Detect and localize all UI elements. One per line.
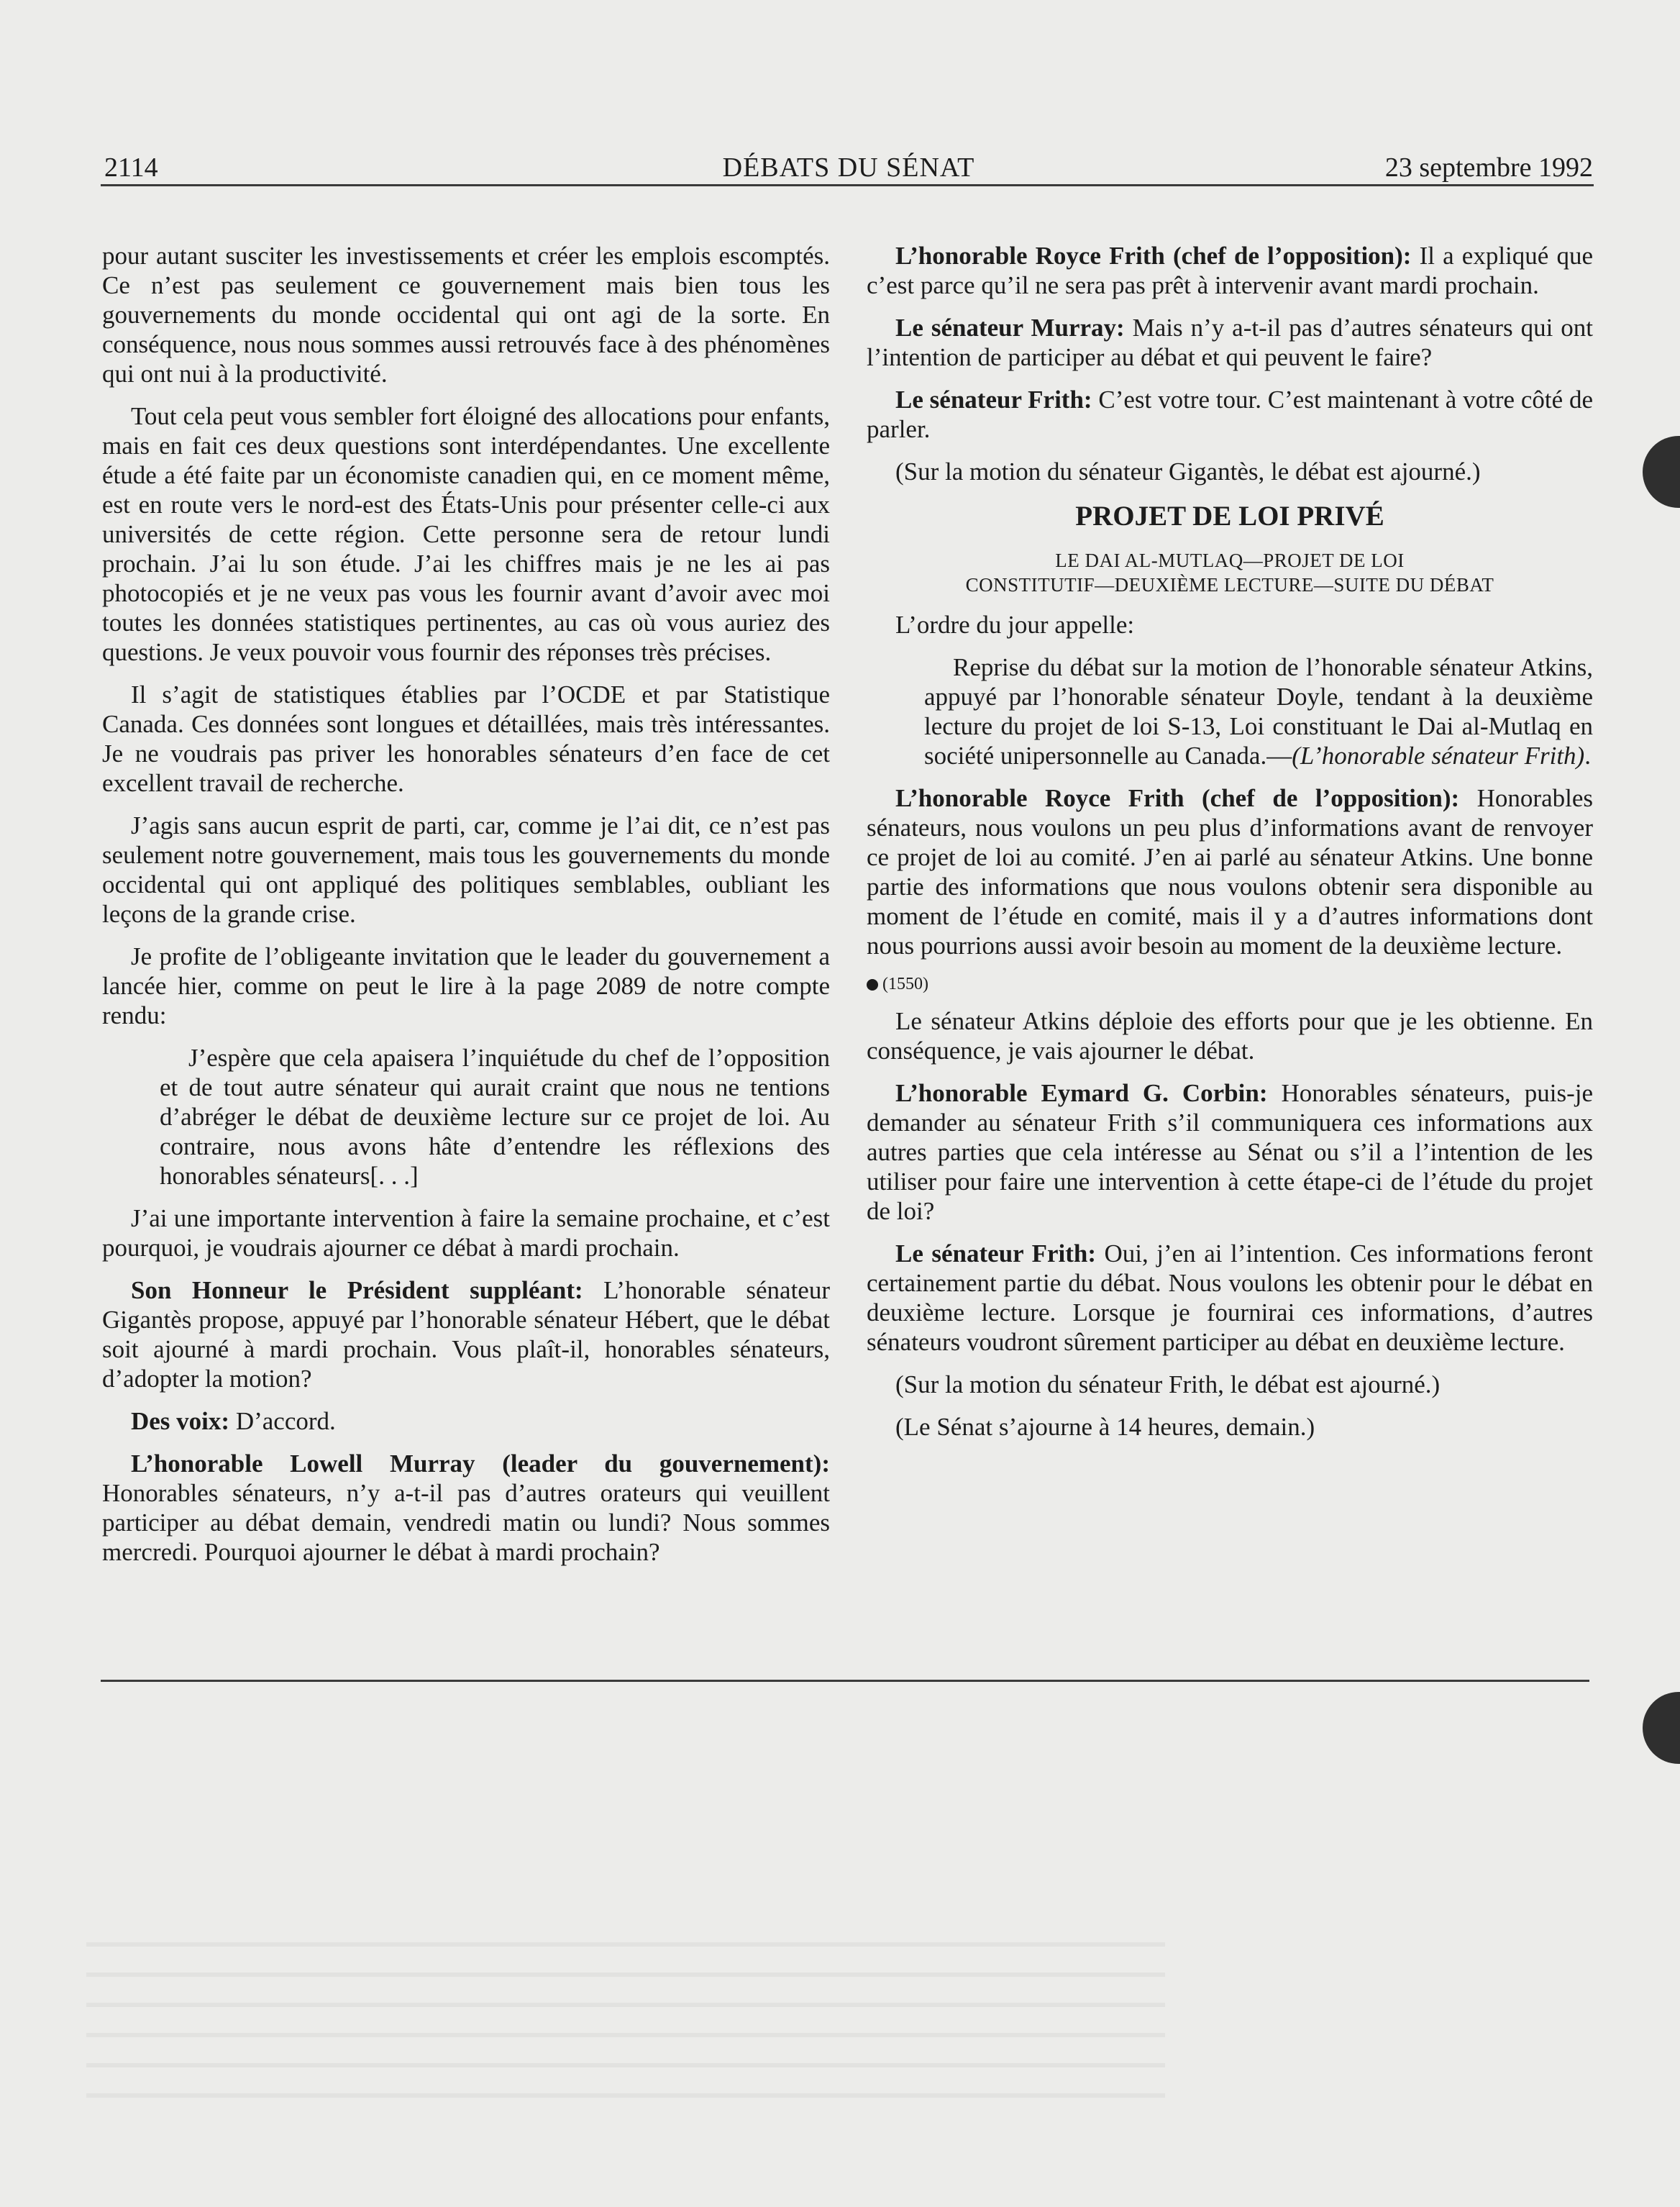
header-rule bbox=[101, 184, 1594, 186]
motion-note: (Sur la motion du sénateur Frith, le débat est ajourné.) bbox=[895, 1370, 1441, 1398]
paragraph: pour autant susciter les investissements et créer les emplois escomptés. Ce n’est pas seulement ce gouvernement mais bien tous les gouvernements du monde occidental qui ont agi de la sorte. En conséquence, nous nous sommes aussi retrouvés face à des phénomènes qui ont nui à la productivité. bbox=[102, 242, 830, 388]
page-header bbox=[104, 150, 1593, 186]
speaker-name: Des voix: bbox=[131, 1407, 230, 1435]
speaker-name: Le sénateur Frith: bbox=[895, 386, 1092, 414]
paragraph: Le sénateur Atkins déploie des efforts pour que je les obtienne. En conséquence, je vais ajourner le débat. bbox=[867, 1007, 1593, 1065]
speaker-name: L’honorable Lowell Murray (leader du gouvernement): bbox=[131, 1450, 830, 1478]
speaker-name: L’honorable Royce Frith (chef de l’opposition): bbox=[895, 242, 1412, 270]
speaker-name: Son Honneur le Président suppléant: bbox=[131, 1276, 583, 1304]
section-subheading bbox=[867, 548, 1593, 597]
speech bbox=[867, 241, 1593, 300]
speech bbox=[867, 783, 1593, 960]
speech-text: L’honorable sénateur Gigantès propose, appuyé par l’honorable sénateur Hébert, que le débat soit ajourné à mardi prochain. Vous plaît-il, honorables sénateurs, d’adopter la motion? bbox=[102, 1276, 830, 1393]
page-number: 2114 bbox=[104, 153, 158, 183]
speech bbox=[867, 385, 1593, 444]
speech bbox=[867, 1078, 1593, 1226]
paragraph: Je profite de l’obligeante invitation que le leader du gouvernement a lancée hier, comme on peut le lire à la page 2089 de notre compte rendu: bbox=[102, 942, 830, 1029]
motion-note: (Sur la motion du sénateur Gigantès, le débat est ajourné.) bbox=[895, 458, 1481, 486]
speech-text: C’est votre tour. C’est maintenant à votre côté de parler. bbox=[867, 386, 1593, 443]
subheading-line: CONSTITUTIF—DEUXIÈME LECTURE—SUITE DU DÉBAT bbox=[965, 574, 1494, 596]
page-edge-tab bbox=[1643, 436, 1680, 508]
speech-text: Il a expliqué que c’est parce qu’il ne sera pas prêt à intervenir avant mardi prochain. bbox=[867, 242, 1593, 299]
block-quote: J’espère que cela apaisera l’inquiétude du chef de l’opposition et de tout autre sénateur qui aurait craint que nous ne tentions d’abréger le débat de deuxième lecture sur ce projet de loi. Au contraire, nous avons hâte d’entendre les réflexions des honorables sénateurs[. . .] bbox=[160, 1044, 830, 1190]
section-heading: PROJET DE LOI PRIVÉ bbox=[1075, 501, 1384, 532]
footer-rule bbox=[101, 1680, 1589, 1682]
subheading-line: LE DAI AL-MUTLAQ—PROJET DE LOI bbox=[1055, 550, 1405, 571]
right-column bbox=[867, 241, 1593, 1455]
speech bbox=[102, 1406, 830, 1436]
adjournment-note: (Le Sénat s’ajourne à 14 heures, demain.) bbox=[895, 1413, 1315, 1441]
paragraph: Il s’agit de statistiques établies par l’OCDE et par Statistique Canada. Ces données sont longues et détaillées, mais très intéressantes. Je ne voudrais pas priver les honorables sénateurs d’en face de cet excellent travail de recherche. bbox=[102, 681, 830, 797]
page-edge-tab bbox=[1643, 1692, 1680, 1764]
paragraph: J’ai une importante intervention à faire la semaine prochaine, et c’est pourquoi, je voudrais ajourner ce débat à mardi prochain. bbox=[102, 1204, 830, 1262]
order-quote-italic: (L’honorable sénateur Frith) bbox=[1292, 742, 1585, 770]
paragraph: J’agis sans aucun esprit de parti, car, comme je l’ai dit, ce n’est pas seulement notre gouvernement, mais tous les gouvernements du monde occidental qui ont appliqué des politiques semblables, oubliant les leçons de la grande crise. bbox=[102, 811, 830, 928]
order-quote-text: Reprise du débat sur la motion de l’honorable sénateur Atkins, appuyé par l’honorable sénateur Doyle, tendant à la deuxième lecture du projet de loi S-13, Loi constituant le Dai al-Mutlaq en société unipersonnelle au Canada.— bbox=[924, 653, 1593, 770]
speaker-name: L’honorable Eymard G. Corbin: bbox=[895, 1079, 1268, 1107]
speech bbox=[102, 1275, 830, 1393]
order-quote-end: . bbox=[1584, 742, 1591, 770]
order-quote bbox=[924, 652, 1593, 770]
order-of-day: L’ordre du jour appelle: bbox=[895, 611, 1135, 639]
speech bbox=[867, 313, 1593, 372]
time-marker bbox=[867, 973, 1593, 995]
publication-date: 23 septembre 1992 bbox=[1384, 153, 1593, 183]
speech-text: D’accord. bbox=[229, 1407, 336, 1435]
speech-text: Oui, j’en ai l’intention. Ces informations feront certainement partie du débat. Nous voulons les obtenir pour le débat en deuxième lecture. Lorsque je fournirai ces informations, d’autres sénateurs voudront sûrement participer au débat en deuxième lecture. bbox=[867, 1239, 1593, 1356]
show-through-texture bbox=[86, 1942, 1165, 2115]
speaker-name: Le sénateur Murray: bbox=[895, 314, 1125, 342]
speech-text: Mais n’y a-t-il pas d’autres sénateurs qui ont l’intention de participer au débat et qui peuvent le faire? bbox=[867, 314, 1593, 371]
speaker-name: L’honorable Royce Frith (chef de l’opposition): bbox=[895, 784, 1460, 812]
speech bbox=[867, 1239, 1593, 1357]
speech-text: Honorables sénateurs, nous voulons un peu plus d’informations avant de renvoyer ce projet de loi au comité. J’en ai parlé au sénateur Atkins. Une bonne partie des informations que nous voulons obtenir sera disponible au moment de l’étude en comité, mais il y a d’autres informations dont nous pourrions aussi avoir besoin au moment de la deuxième lecture. bbox=[867, 784, 1593, 960]
publication-title: DÉBATS DU SÉNAT bbox=[722, 153, 975, 183]
time-marker-text: (1550) bbox=[882, 975, 928, 993]
speech-text: Honorables sénateurs, puis-je demander au sénateur Frith s’il communiquera ces informations aux autres parties que cela intéresse au Sénat ou s’il a l’intention de les utiliser pour faire une intervention à cette étape-ci de l’étude du projet de loi? bbox=[867, 1079, 1593, 1225]
speaker-name: Le sénateur Frith: bbox=[895, 1239, 1096, 1268]
speech bbox=[102, 1449, 830, 1567]
speech-text: Honorables sénateurs, n’y a-t-il pas d’autres orateurs qui veuillent participer au débat demain, vendredi matin ou lundi? Nous sommes mercredi. Pourquoi ajourner le débat à mardi prochain? bbox=[102, 1479, 830, 1566]
left-column bbox=[102, 241, 830, 1580]
bullet-icon bbox=[867, 979, 878, 991]
paragraph: Tout cela peut vous sembler fort éloigné des allocations pour enfants, mais en fait ces deux questions sont interdépendantes. Une excellente étude a été faite par un économiste canadien qui, en ce moment même, est en route vers le nord-est des États-Unis pour présenter celle-ci aux universités de cette région. Cette personne sera de retour lundi prochain. J’ai lu son étude. J’ai les chiffres mais je ne les ai pas photocopiés et je ne veux pas vous les fournir avant d’avoir avec moi toutes les données statistiques pertinentes, au cas où vous auriez des questions. Je veux pouvoir vous fournir des réponses très précises. bbox=[102, 402, 830, 666]
